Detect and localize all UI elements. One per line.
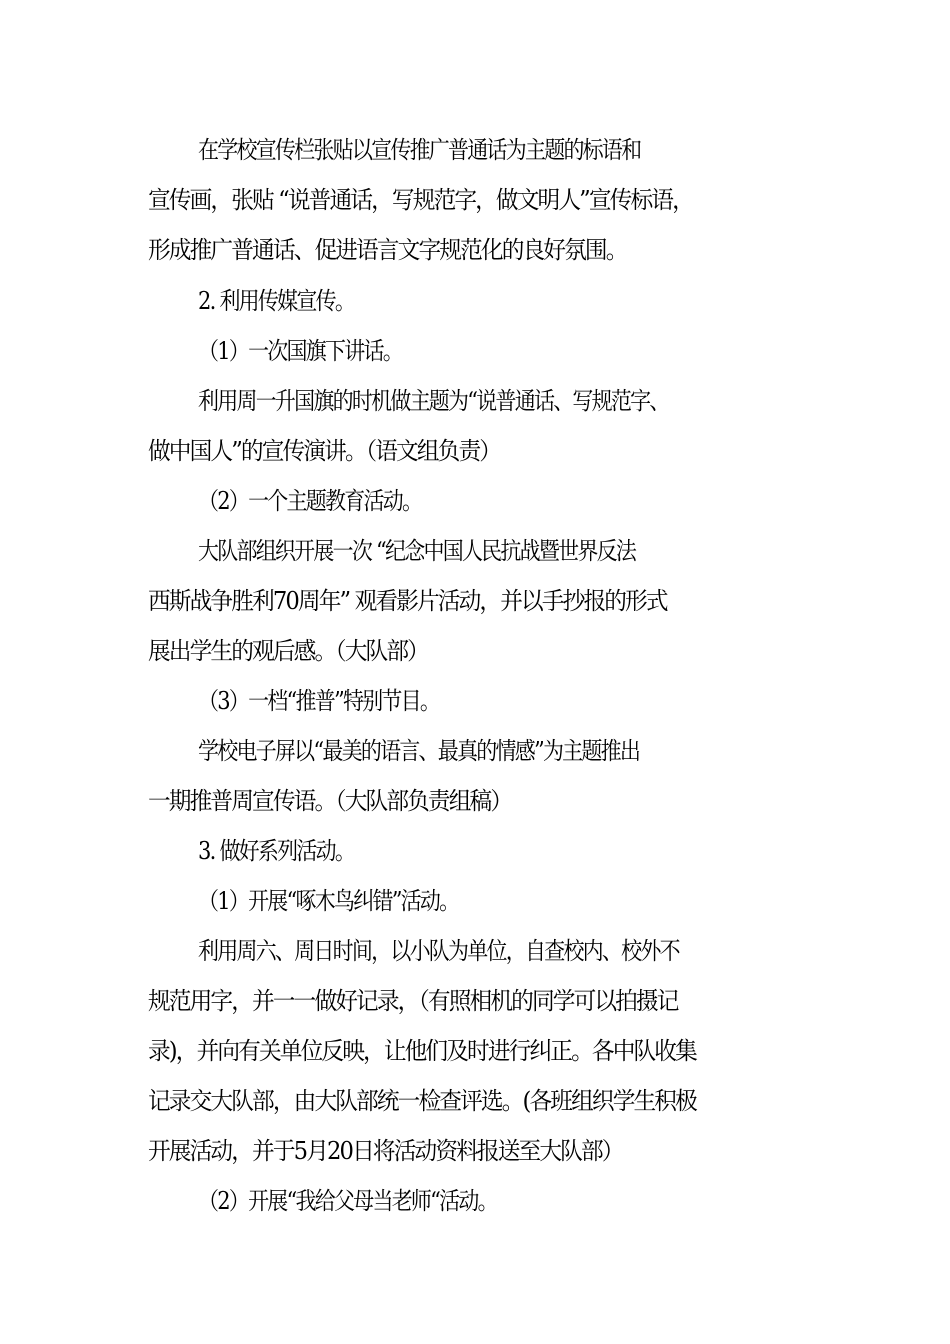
paragraph-line: 利用周一升国旗的时机做主题为“说普通话、写规范字、 (198, 387, 669, 415)
subsection-heading: （3）一档“推普”特别节目。 (198, 687, 440, 715)
paragraph-line: 西斯战争胜利70周年” 观看影片活动，并以手抄报的形式 (148, 587, 667, 615)
subsection-heading: （2）开展“我给父母当老师“活动。 (198, 1187, 497, 1215)
subsection-heading: （2）一个主题教育活动。 (198, 487, 422, 515)
paragraph-line: 录)，并向有关单位反映，让他们及时进行纠正。各中队收集 (148, 1037, 696, 1065)
paragraph-line: 在学校宣传栏张贴以宣传推广普通话为主题的标语和 (198, 136, 641, 164)
paragraph-line: 记录交大队部，由大队部统一检查评选。(各班组织学生积极 (148, 1087, 696, 1115)
paragraph-line: 展出学生的观后感。（大队部） (148, 637, 428, 665)
paragraph-line: 宣传画，张贴 “说普通话，写规范字，做文明人”宣传标语， (148, 186, 693, 214)
subsection-heading: （1）一次国旗下讲话。 (198, 337, 402, 365)
paragraph-line: 规范用字，并一一做好记录，（有照相机的同学可以拍摄记 (148, 987, 678, 1015)
subsection-heading: （1）开展“啄木鸟纠错”活动。 (198, 887, 459, 915)
paragraph-line: 开展活动，并于5月20日将活动资料报送至大队部） (148, 1137, 623, 1165)
paragraph-line: 学校电子屏以“最美的语言、最真的情感”为主题推出 (198, 737, 640, 765)
section-heading: 3. 做好系列活动。 (198, 837, 355, 865)
paragraph-line: 利用周六、周日时间，以小队为单位，自查校内、校外不 (198, 937, 679, 965)
paragraph-line: 做中国人”的宣传演讲。（语文组负责） (148, 437, 501, 465)
paragraph-line: 大队部组织开展一次 “纪念中国人民抗战暨世界反法 (198, 537, 636, 565)
section-heading: 2. 利用传媒宣传。 (198, 287, 355, 315)
paragraph-line: 一期推普周宣传语。（大队部负责组稿） (148, 787, 512, 815)
paragraph-line: 形成推广普通话、促进语言文字规范化的良好氛围。 (148, 236, 627, 264)
